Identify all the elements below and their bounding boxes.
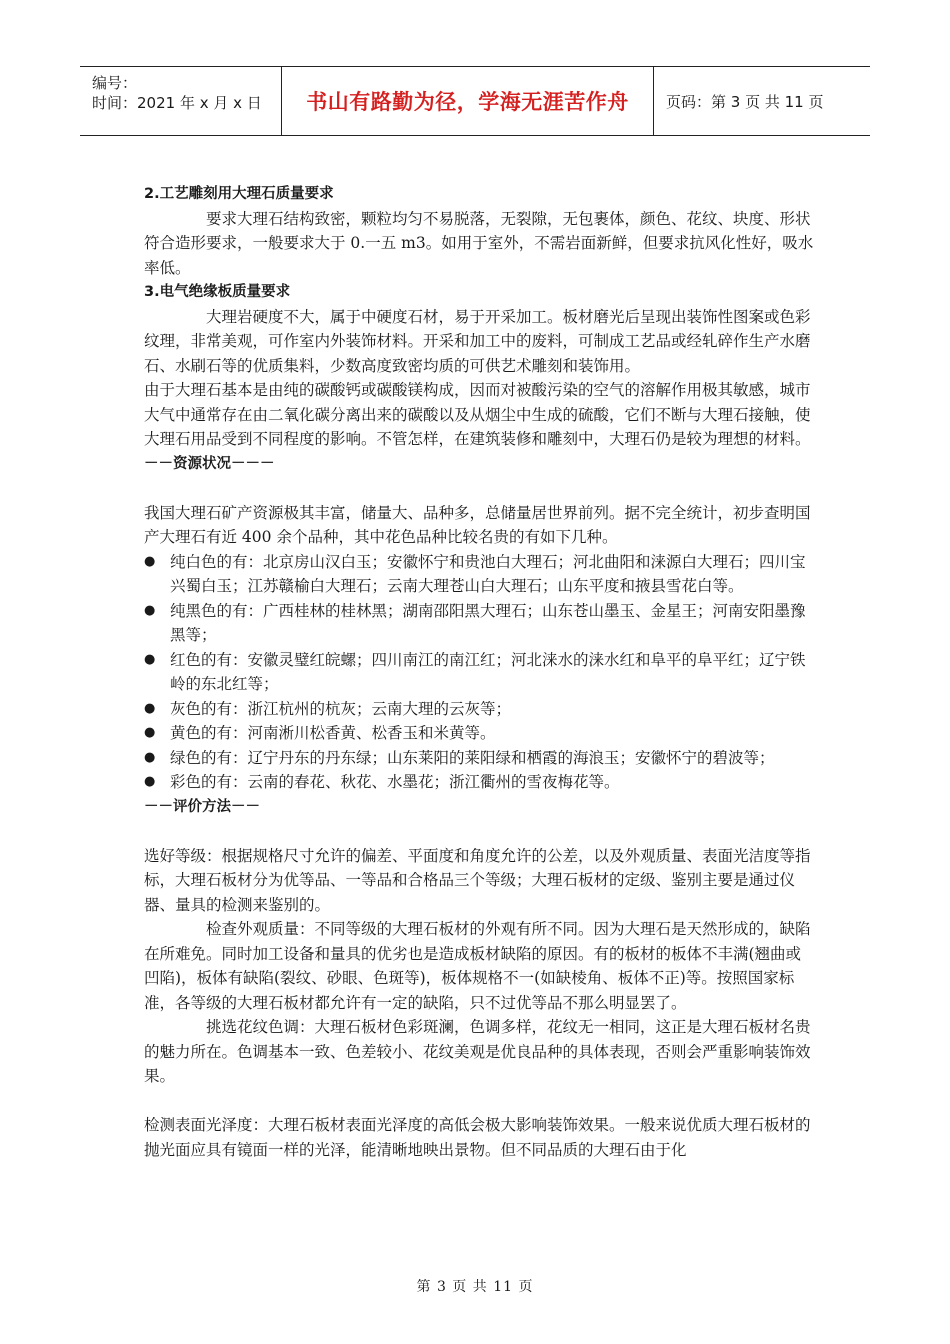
paragraph: 要求大理石结构致密，颗粒均匀不易脱落，无裂隙，无包裹体，颜色、花纹、块度、形状符合造形要求，一般要求大于 0.一五 m3。如用于室外，不需岩面新鲜，但要求抗风化性好，吸水率低。 [144,209,814,277]
paragraph: 由于大理石基本是由纯的碳酸钙或碳酸镁构成，因而对被酸污染的空气的溶解作用极其敏感，城市大气中通常存在由二氧化碳分离出来的碳酸以及从烟尘中生成的硫酸，它们不断与大理石接触，使大理石用品受到不同程度的影响。不管怎样，在建筑装修和雕刻中，大理石仍是较为理想的材料。 [144,381,811,448]
list-item-text: 红色的有：安徽灵璧红皖螺；四川南江的南江红；河北涞水的涞水红和阜平的阜平红；辽宁铁岭的东北红等； [170,650,806,693]
bullet-icon: ● [144,651,156,667]
list-item-text: 黄色的有：河南淅川松香黄、松香玉和米黄等。 [170,724,496,742]
page-header [80,66,870,136]
page-footer: 第 3 页 共 11 页 [416,1279,534,1295]
list-item-text: 纯黑色的有：广西桂林的桂林黑；湖南邵阳黑大理石；山东苍山墨玉、金星王；河南安阳墨豫黑等； [170,601,806,644]
section-heading: 3.电气绝缘板质量要求 [144,284,291,300]
bullet-icon: ● [144,700,156,716]
list-item [144,721,814,746]
header-motto: 书山有路勤为径，学海无涯苦作舟 [282,67,654,135]
paragraph: 我国大理石矿产资源极其丰富，储量大、品种多，总储量居世界前列。据不完全统计，初步查明国产大理石有近 400 余个品种，其中花色品种比较名贵的有如下几种。 [144,503,811,546]
spacer [144,819,814,844]
bullet-icon: ● [144,602,156,618]
list-item-text: 灰色的有：浙江杭州的杭灰；云南大理的云灰等； [170,699,512,718]
list-item [144,648,814,697]
doc-number-label: 编号： [92,74,138,92]
paragraph: 大理岩硬度不大，属于中硬度石材，易于开采加工。板材磨光后呈现出装饰性图案或色彩纹理，非常美观，可作室内外装饰材料。开采和加工中的废料，可制成工艺品或经轧碎作生产水磨石、水刷石等的优质集料，少数高度致密均质的可供艺术雕刻和装饰用。 [144,307,811,375]
list-item [144,550,814,599]
list-item-text: 彩色的有：云南的春花、秋花、水墨花；浙江衢州的雪夜梅花等。 [170,773,620,791]
list-item-text: 纯白色的有：北京房山汉白玉；安徽怀宁和贵池白大理石；河北曲阳和涞源白大理石；四川宝兴蜀白玉；江苏赣榆白大理石；云南大理苍山白大理石；山东平度和掖县雪花白等。 [170,552,806,595]
list-item [144,746,814,771]
bullet-icon: ● [144,774,156,789]
bullet-icon: ● [144,749,156,765]
list-item-text: 绿色的有：辽宁丹东的丹东绿；山东莱阳的莱阳绿和栖霞的海浪玉；安徽怀宁的碧波等； [170,748,775,767]
paragraph: 挑选花纹色调：大理石板材色彩斑澜，色调多样，花纹无一相同，这正是大理石板材名贵的魅力所在。色调基本一致、色差较小、花纹美观是优良品种的具体表现，否则会严重影响装饰效果。 [144,1018,811,1085]
document-body [144,182,814,1162]
paragraph: 选好等级：根据规格尺寸允许的偏差、平面度和角度允许的公差，以及外观质量、表面光洁度等指标，大理石板材分为优等品、一等品和合格品三个等级；大理石板材的定级、鉴别主要是通过仪器、量具的检测来鉴别的。 [144,846,811,914]
spacer [144,1089,814,1114]
list-item [144,770,814,795]
spacer [144,476,814,501]
section-heading: 2.工艺雕刻用大理石质量要求 [144,186,334,202]
header-page-info: 页码：第 3 页 共 11 页 [666,92,824,111]
list-item [144,599,814,648]
list-item [144,697,814,722]
section-heading: －－评价方法－－ [144,798,260,815]
section-heading: －－资源状况－－－ [144,455,275,472]
doc-date: 时间：2021 年 x 月 x 日 [92,94,262,112]
bullet-icon: ● [144,725,156,740]
header-meta [80,67,282,135]
bullet-icon: ● [144,553,156,569]
paragraph: 检查外观质量：不同等级的大理石板材的外观有所不同。因为大理石是天然形成的，缺陷在所难免。同时加工设备和量具的优劣也是造成板材缺陷的原因。有的板材的板体不丰满(翘曲或凹陷)，板体有缺陷(裂纹、砂眼、色斑等)，板体规格不一(如缺棱角、板体不正)等。按照国家标准，各等级的大理石板材都允许有一定的缺陷，只不过优等品不那么明显罢了。 [144,920,811,1012]
paragraph: 检测表面光泽度：大理石板材表面光泽度的高低会极大影响装饰效果。一般来说优质大理石板材的抛光面应具有镜面一样的光泽，能清晰地映出景物。但不同品质的大理石由于化 [144,1116,811,1159]
